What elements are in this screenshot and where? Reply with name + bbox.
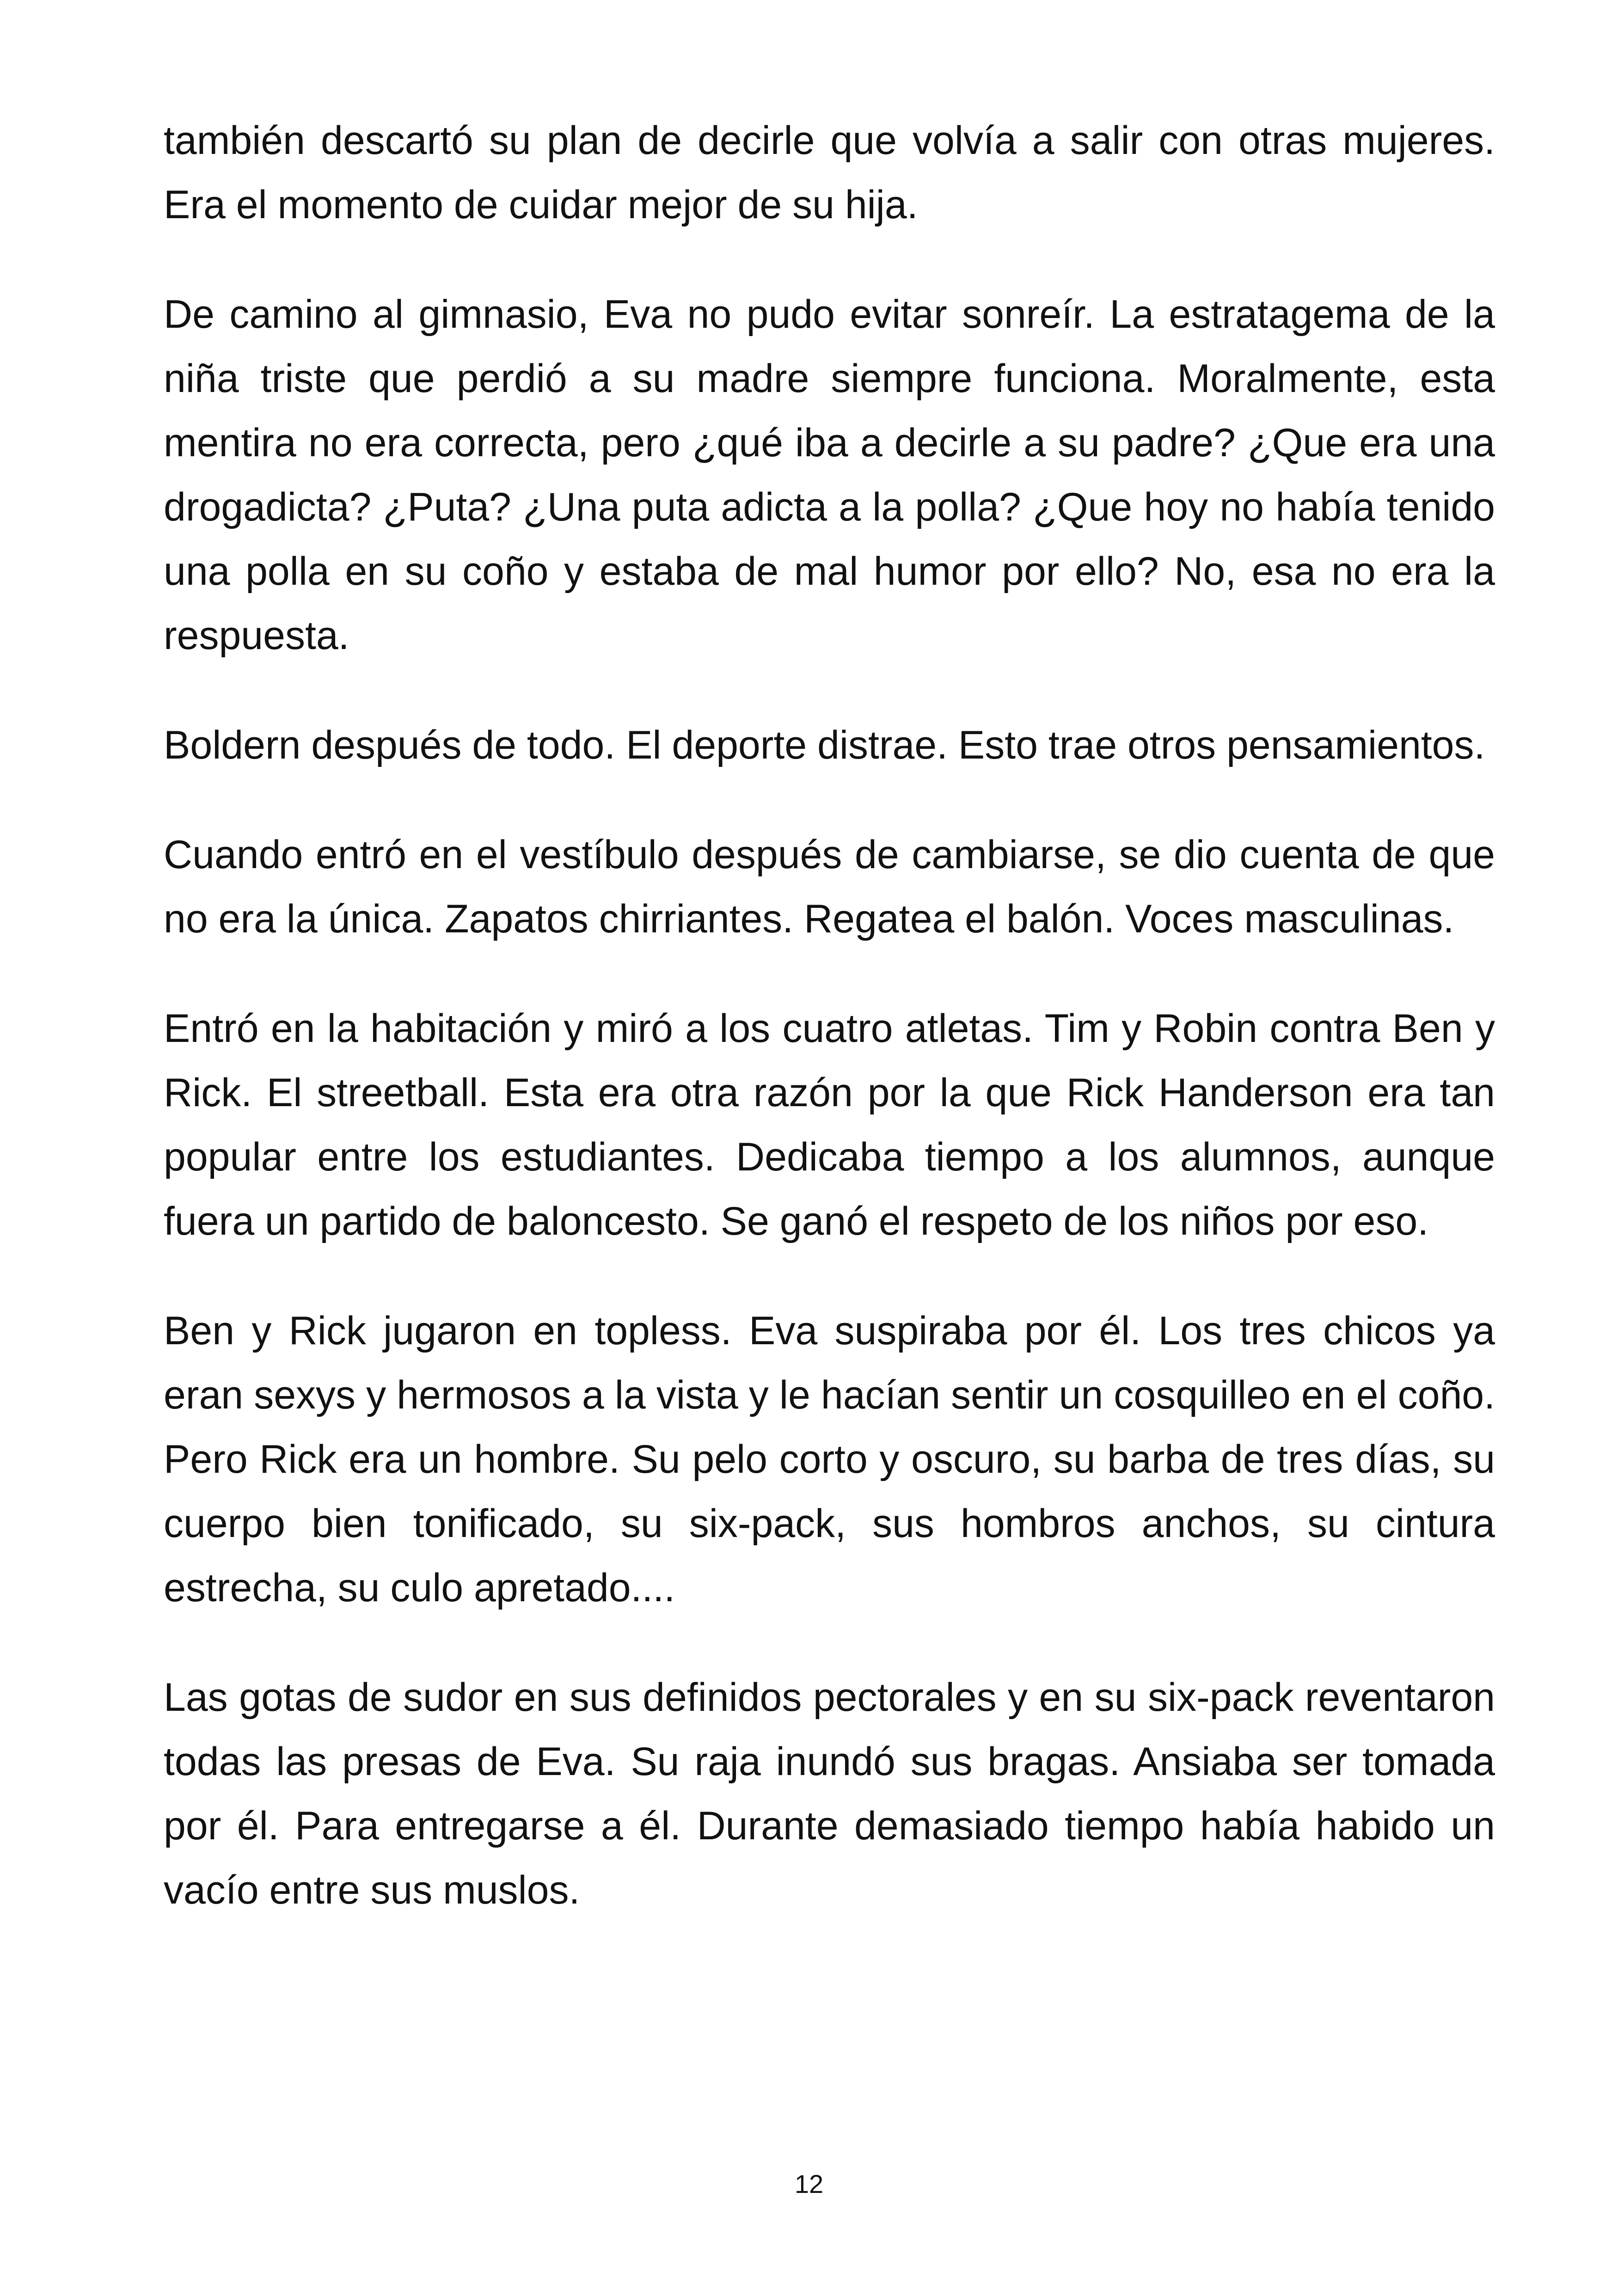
paragraph: Las gotas de sudor en sus definidos pectorales y en su six-pack reventaron todas las presas de Eva. Su raja inundó sus bragas. Ansiaba ser tomada por él. Para entregarse a él. Durante demasiado tiempo había habido un vacío entre sus muslos. bbox=[164, 1675, 1495, 1912]
paragraph: Entró en la habitación y miró a los cuatro atletas. Tim y Robin contra Ben y Rick. El streetball. Esta era otra razón por la que Rick Handerson era tan popular entre los estudiantes. Dedicaba tiempo a los alumnos, aunque fuera un partido de baloncesto. Se ganó el respeto de los niños por eso. bbox=[164, 1006, 1495, 1243]
paragraph: De camino al gimnasio, Eva no pudo evitar sonreír. La estratagema de la niña triste que perdió a su madre siempre funciona. Moralmente, esta mentira no era correcta, pero ¿qué iba a decirle a su padre? ¿Que era una drogadicta? ¿Puta? ¿Una puta adicta a la polla? ¿Que hoy no había tenido una polla en su coño y estaba de mal humor por ello? No, esa no era la respuesta. bbox=[164, 292, 1495, 658]
paragraph: también descartó su plan de decirle que volvía a salir con otras mujeres. Era el momento de cuidar mejor de su hija. bbox=[164, 118, 1495, 227]
body-text bbox=[164, 109, 1495, 1968]
paragraph: Cuando entró en el vestíbulo después de cambiarse, se dio cuenta de que no era la única. Zapatos chirriantes. Regatea el balón. Voces masculinas. bbox=[164, 833, 1495, 941]
paragraph: Ben y Rick jugaron en topless. Eva suspiraba por él. Los tres chicos ya eran sexys y hermosos a la vista y le hacían sentir un cosquilleo en el coño. Pero Rick era un hombre. Su pelo corto y oscuro, su barba de tres días, su cuerpo bien tonificado, su six-pack, sus hombros anchos, su cintura estrecha, su culo apretado.... bbox=[164, 1309, 1495, 1610]
page-number: 12 bbox=[794, 2169, 824, 2198]
paragraph: Boldern después de todo. El deporte distrae. Esto trae otros pensamientos. bbox=[164, 723, 1485, 767]
